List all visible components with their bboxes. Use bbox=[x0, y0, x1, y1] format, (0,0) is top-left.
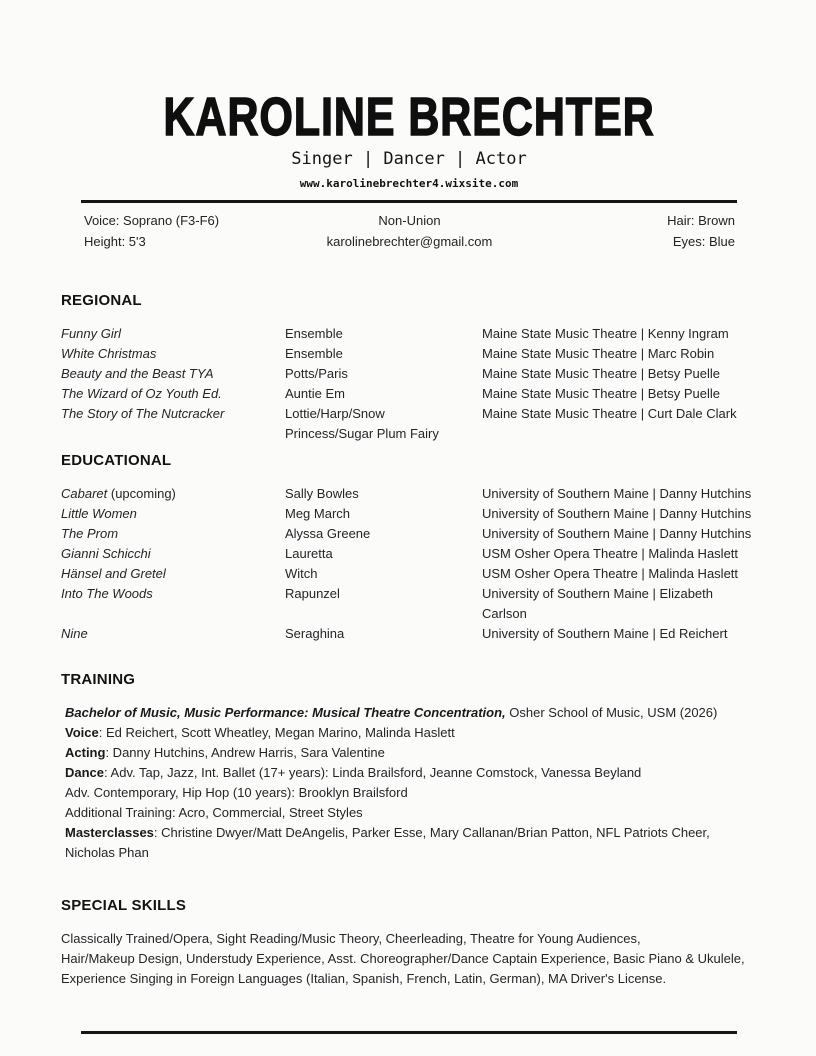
training-text: : Christine Dwyer/Matt DeAngelis, Parker Esse, Mary Callanan/Brian Patton, NFL Patriots Cheer, Nicholas Phan bbox=[65, 825, 710, 860]
training-lines bbox=[65, 723, 757, 863]
degree-title: Bachelor of Music, Music Performance: Musical Theatre Concentration, bbox=[65, 705, 506, 720]
credit-company: University of Southern Maine | Danny Hutchins bbox=[482, 506, 752, 521]
credit-row bbox=[61, 584, 757, 624]
resume-header bbox=[61, 0, 757, 190]
credit-company: Maine State Music Theatre | Betsy Puelle bbox=[482, 386, 720, 401]
training-line bbox=[65, 723, 757, 743]
credit-title-cell bbox=[61, 624, 285, 644]
credit-role: Rapunzel bbox=[285, 586, 340, 601]
credit-role-cell bbox=[285, 404, 482, 444]
credit-role-cell bbox=[285, 344, 482, 364]
training-heading: TRAINING bbox=[61, 671, 136, 688]
credit-company: University of Southern Maine | Ed Reichert bbox=[482, 626, 728, 641]
credit-row bbox=[61, 564, 757, 584]
regional-credits bbox=[61, 324, 757, 444]
credit-role-cell bbox=[285, 504, 482, 524]
educational-credits bbox=[61, 484, 757, 644]
contact-info bbox=[61, 203, 757, 252]
credit-title-cell bbox=[61, 504, 285, 524]
credit-row bbox=[61, 324, 757, 344]
credit-role: Potts/Paris bbox=[285, 366, 348, 381]
credit-row bbox=[61, 484, 757, 504]
credit-company: University of Southern Maine | Elizabeth Carlson bbox=[482, 586, 713, 621]
credit-company: USM Osher Opera Theatre | Malinda Haslett bbox=[482, 546, 739, 561]
credit-role: Seraghina bbox=[285, 626, 345, 641]
training-label: Dance bbox=[65, 765, 105, 780]
contact-center-column bbox=[301, 210, 518, 252]
credit-role: Auntie Em bbox=[285, 386, 345, 401]
training-block bbox=[61, 703, 757, 863]
degree-line bbox=[65, 703, 757, 723]
section-special-skills bbox=[61, 897, 757, 989]
skills-line: Hair/Makeup Design, Understudy Experience, Asst. Choreographer/Dance Captain Experience, Basic Piano & Ukulele, bbox=[61, 951, 745, 966]
skills-lines bbox=[61, 929, 757, 989]
website-text: www.karolinebrechter4.wixsite.com bbox=[299, 177, 519, 190]
credit-title: Hänsel and Gretel bbox=[61, 566, 166, 581]
credit-title-suffix: (upcoming) bbox=[107, 486, 176, 501]
credit-title: The Story of The Nutcracker bbox=[61, 406, 225, 421]
credit-row bbox=[61, 384, 757, 404]
contact-right-column bbox=[518, 210, 735, 252]
credit-role: Ensemble bbox=[285, 326, 343, 341]
height-line: Height: 5'3 bbox=[84, 234, 146, 249]
credit-title: Gianni Schicchi bbox=[61, 546, 151, 561]
credit-title-cell bbox=[61, 404, 285, 444]
credit-company: University of Southern Maine | Danny Hutchins bbox=[482, 486, 752, 501]
section-educational bbox=[61, 452, 757, 644]
training-line bbox=[65, 743, 757, 763]
credit-company: Maine State Music Theatre | Curt Dale Clark bbox=[482, 406, 737, 421]
degree-detail: Osher School of Music, USM (2026) bbox=[505, 705, 718, 720]
email-line: karolinebrechter@gmail.com bbox=[326, 234, 493, 249]
credit-title-cell bbox=[61, 324, 285, 344]
credit-title: The Wizard of Oz Youth Ed. bbox=[61, 386, 222, 401]
credit-title-cell bbox=[61, 564, 285, 584]
credit-role: Sally Bowles bbox=[285, 486, 359, 501]
role-subtitle: Singer | Dancer | Actor bbox=[291, 149, 527, 169]
credit-row bbox=[61, 544, 757, 564]
credit-company: Maine State Music Theatre | Marc Robin bbox=[482, 346, 715, 361]
credit-title-cell bbox=[61, 544, 285, 564]
voice-line: Voice: Soprano (F3-F6) bbox=[84, 213, 220, 228]
training-text: : Adv. Tap, Jazz, Int. Ballet (17+ years): Linda Brailsford, Jeanne Comstock, Vanessa Beyland bbox=[104, 765, 642, 780]
credit-title: Beauty and the Beast TYA bbox=[61, 366, 214, 381]
credit-role-line2: Princess/Sugar Plum Fairy bbox=[285, 426, 439, 441]
bottom-divider bbox=[81, 1031, 737, 1034]
training-text: Adv. Contemporary, Hip Hop (10 years): Brooklyn Brailsford bbox=[65, 785, 408, 800]
credit-role-cell bbox=[285, 584, 482, 624]
credit-role-cell bbox=[285, 484, 482, 504]
skills-line: Experience Singing in Foreign Languages (Italian, Spanish, French, Latin, German), MA Driver's License. bbox=[61, 971, 667, 986]
credit-title: Funny Girl bbox=[61, 326, 121, 341]
eyes-line: Eyes: Blue bbox=[672, 234, 735, 249]
credit-role: Ensemble bbox=[285, 346, 343, 361]
credit-company: USM Osher Opera Theatre | Malinda Haslett bbox=[482, 566, 739, 581]
credit-role-cell bbox=[285, 564, 482, 584]
credit-row bbox=[61, 524, 757, 544]
contact-left-column bbox=[84, 210, 301, 252]
credit-role: Alyssa Greene bbox=[285, 526, 371, 541]
credit-title-cell bbox=[61, 584, 285, 624]
training-line bbox=[65, 823, 757, 863]
credit-title: Cabaret bbox=[61, 486, 108, 501]
credit-company: University of Southern Maine | Danny Hutchins bbox=[482, 526, 752, 541]
credit-role: Lottie/Harp/Snow bbox=[285, 406, 385, 421]
credit-role-cell bbox=[285, 544, 482, 564]
credit-title: White Christmas bbox=[61, 346, 157, 361]
credit-role-cell bbox=[285, 524, 482, 544]
special-skills-heading: SPECIAL SKILLS bbox=[61, 897, 187, 914]
training-line bbox=[65, 783, 757, 803]
union-status-line: Non-Union bbox=[378, 213, 441, 228]
educational-heading: EDUCATIONAL bbox=[61, 452, 172, 469]
training-text: Additional Training: Acro, Commercial, Street Styles bbox=[65, 805, 363, 820]
page-title: KAROLINE BRECHTER bbox=[163, 87, 655, 147]
credit-row bbox=[61, 364, 757, 384]
credit-row bbox=[61, 504, 757, 524]
credit-title-cell bbox=[61, 524, 285, 544]
credit-role-cell bbox=[285, 624, 482, 644]
credit-role-cell bbox=[285, 364, 482, 384]
credit-role: Witch bbox=[285, 566, 318, 581]
credit-row bbox=[61, 344, 757, 364]
training-label: Masterclasses bbox=[65, 825, 154, 840]
credit-role: Meg March bbox=[285, 506, 351, 521]
credit-row bbox=[61, 404, 757, 444]
section-training bbox=[61, 671, 757, 863]
training-text: : Ed Reichert, Scott Wheatley, Megan Marino, Malinda Haslett bbox=[98, 725, 455, 740]
training-line bbox=[65, 763, 757, 783]
credit-title-cell bbox=[61, 364, 285, 384]
section-regional bbox=[61, 292, 757, 444]
regional-heading: REGIONAL bbox=[61, 292, 142, 309]
credit-title-cell bbox=[61, 484, 285, 504]
credit-title: Into The Woods bbox=[61, 586, 153, 601]
credit-title: Little Women bbox=[61, 506, 137, 521]
credit-title-cell bbox=[61, 344, 285, 364]
training-label: Acting bbox=[65, 745, 106, 760]
credit-title: Nine bbox=[61, 626, 88, 641]
credit-role: Lauretta bbox=[285, 546, 333, 561]
credit-company: Maine State Music Theatre | Kenny Ingram bbox=[482, 326, 729, 341]
credit-title: The Prom bbox=[61, 526, 119, 541]
training-line bbox=[65, 803, 757, 823]
credit-company: Maine State Music Theatre | Betsy Puelle bbox=[482, 366, 720, 381]
training-label: Voice bbox=[65, 725, 99, 740]
credit-title-cell bbox=[61, 384, 285, 404]
credit-row bbox=[61, 624, 757, 644]
skills-line: Classically Trained/Opera, Sight Reading/Music Theory, Cheerleading, Theatre for Young Audiences, bbox=[61, 931, 641, 946]
hair-line: Hair: Brown bbox=[667, 213, 735, 228]
credit-role-cell bbox=[285, 384, 482, 404]
credit-role-cell bbox=[285, 324, 482, 344]
training-text: : Danny Hutchins, Andrew Harris, Sara Valentine bbox=[105, 745, 385, 760]
